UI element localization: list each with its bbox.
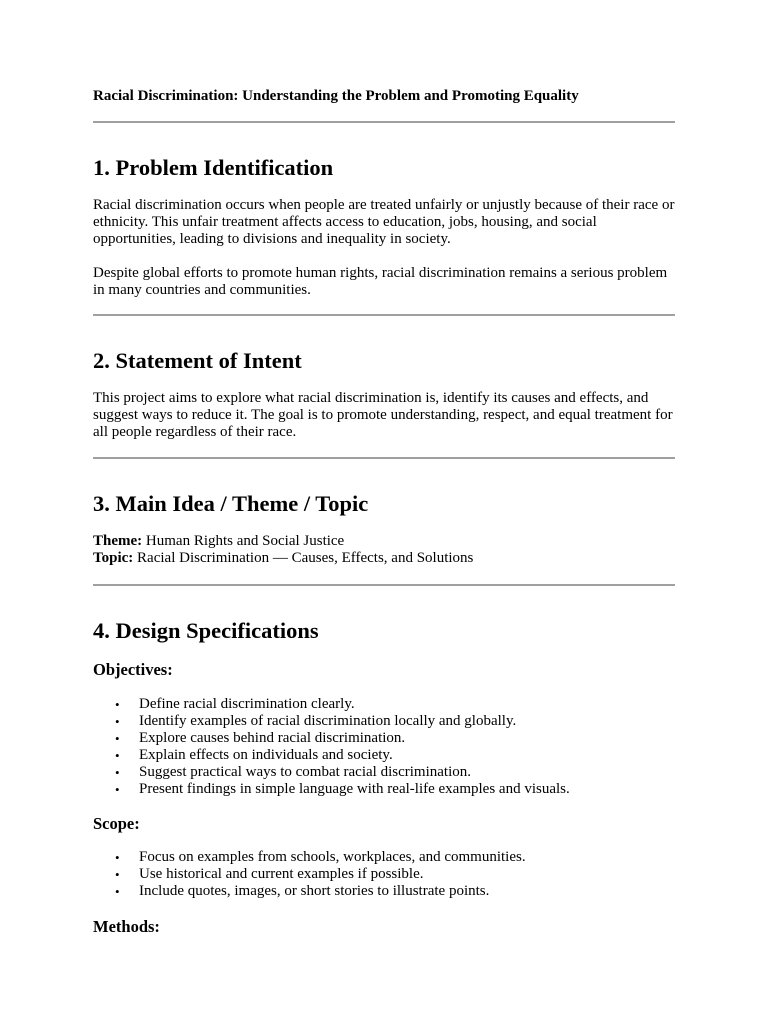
methods-heading: Methods: [93, 917, 160, 936]
document-title: Racial Discrimination: Understanding the Problem and Promoting Equality [93, 88, 579, 104]
problem-paragraph-1: Racial discrimination occurs when people are treated unfairly or unjustly because of their race or ethnicity. This unfair treatment affects access to education, jobs, housing, and social opportunities, leading to divisions and inequality in society. [93, 197, 675, 247]
divider [93, 457, 675, 459]
theme-label: Theme: [93, 533, 143, 549]
topic-line [93, 550, 675, 567]
section-heading-problem: 1. Problem Identification [93, 155, 334, 180]
problem-paragraph-2: Despite global efforts to promote human rights, racial discrimination remains a serious problem in many countries and communities. [93, 265, 668, 298]
list-item: • Focus on examples from schools, workplaces, and communities. [93, 849, 675, 866]
scope-list [93, 849, 675, 900]
topic-value: Racial Discrimination — Causes, Effects, and Solutions [133, 550, 474, 566]
list-item: • Identify examples of racial discrimination locally and globally. [93, 713, 675, 730]
topic-label: Topic: [93, 550, 134, 566]
objectives-heading: Objectives: [93, 660, 173, 679]
divider [93, 314, 675, 316]
list-item: • Include quotes, images, or short stories to illustrate points. [93, 883, 675, 900]
section-heading-design: 4. Design Specifications [93, 618, 319, 643]
list-item: • Explain effects on individuals and society. [93, 747, 675, 764]
theme-value: Human Rights and Social Justice [142, 533, 345, 549]
list-item: • Explore causes behind racial discrimination. [93, 730, 675, 747]
list-item: • Use historical and current examples if possible. [93, 866, 675, 883]
section-heading-theme: 3. Main Idea / Theme / Topic [93, 491, 369, 516]
objectives-list [93, 696, 675, 798]
divider [93, 584, 675, 586]
divider [93, 121, 675, 123]
scope-heading: Scope: [93, 814, 140, 833]
list-item: • Define racial discrimination clearly. [93, 696, 675, 713]
section-heading-intent: 2. Statement of Intent [93, 348, 302, 373]
theme-line [93, 533, 675, 550]
intent-paragraph: This project aims to explore what racial discrimination is, identify its causes and effects, and suggest ways to reduce it. The goal is to promote understanding, respect, and equal treatment for all people regardless of their race. [93, 390, 673, 440]
list-item: • Suggest practical ways to combat racial discrimination. [93, 764, 675, 781]
list-item: • Present findings in simple language with real-life examples and visuals. [93, 781, 675, 798]
